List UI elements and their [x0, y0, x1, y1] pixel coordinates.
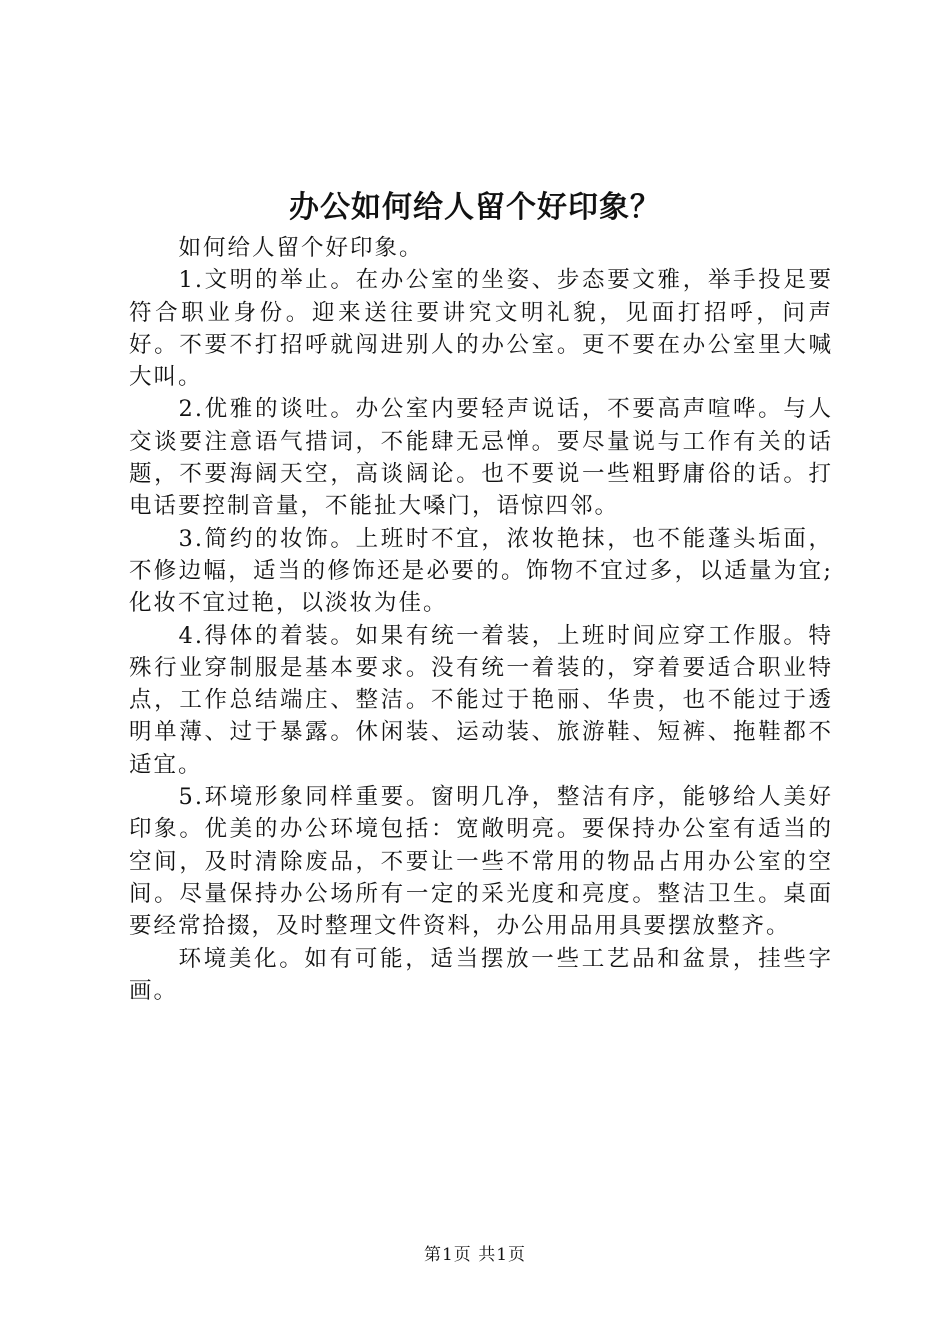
paragraph-environment: 环境美化。如有可能，适当摆放一些工艺品和盆景，挂些字画。	[129, 945, 833, 1004]
page-number-footer: 第1页 共1页	[423, 1245, 527, 1265]
paragraph-5: 5.环境形象同样重要。窗明几净，整洁有序，能够给人美好印象。优美的办公环境包括：宽敞明亮。要保持办公室有适当的空间，及时清除废品，不要让一些不常用的物品占用办公室的空间。尽量保持办公场所有一定的采光度和亮度。整洁卫生。桌面要经常拾掇，及时整理文件资料，办公用品用具要摆放整齐。	[129, 784, 833, 940]
paragraph-intro: 如何给人留个好印象。	[178, 235, 424, 261]
paragraph-4: 4.得体的着装。如果有统一着装，上班时间应穿工作服。特殊行业穿制服是基本要求。没有统一着装的，穿着要适合职业特点，工作总结端庄、整洁。不能过于艳丽、华贵，也不能过于透明单薄、过于暴露。休闲装、运动装、旅游鞋、短裤、拖鞋都不适宜。	[129, 622, 833, 778]
paragraph-2: 2.优雅的谈吐。办公室内要轻声说话，不要高声喧哗。与人交谈要注意语气措词，不能肆无忌惮。要尽量说与工作有关的话题，不要海阔天空，高谈阔论。也不要说一些粗野庸俗的话。打电话要控制音量，不能扯大嗓门，语惊四邻。	[129, 396, 833, 520]
paragraph-3: 3.简约的妆饰。上班时不宜，浓妆艳抹，也不能蓬头垢面，不修边幅，适当的修饰还是必要的。饰物不宜过多，以适量为宜;化妆不宜过艳，以淡妆为佳。	[129, 525, 833, 617]
document-body	[129, 232, 833, 1007]
paragraph-1: 1.文明的举止。在办公室的坐姿、步态要文雅，举手投足要符合职业身份。迎来送往要讲究文明礼貌，见面打招呼，问声好。不要不打招呼就闯进别人的办公室。更不要在办公室里大喊大叫。	[129, 267, 833, 391]
document-title: 办公如何给人留个好印象？	[289, 190, 661, 225]
